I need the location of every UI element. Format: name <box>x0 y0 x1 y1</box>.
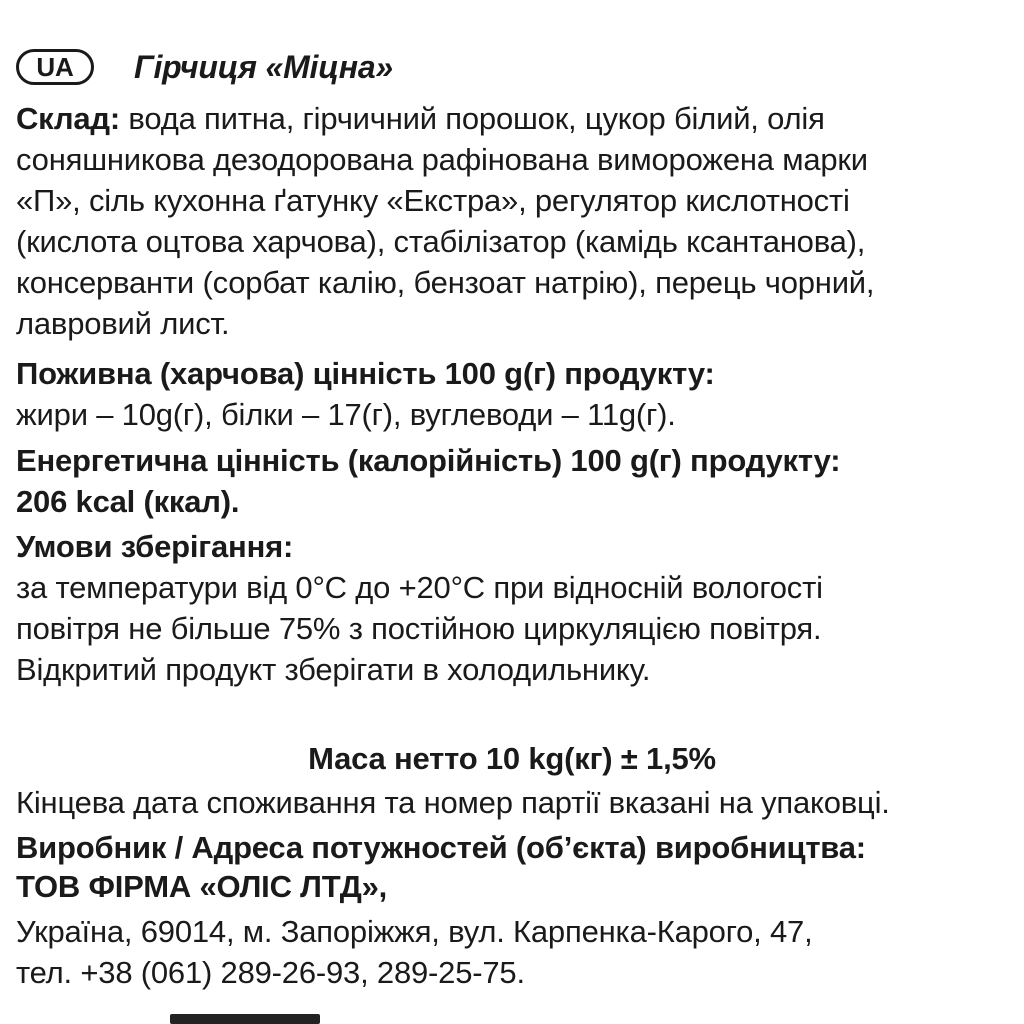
net-mass: Маса нетто 10 kg(кг) ± 1,5% <box>308 741 716 776</box>
producer-phone: тел. +38 (061) 289-26-93, 289-25-75. <box>16 955 525 990</box>
composition-label: Склад: <box>16 101 121 136</box>
composition-line-1 <box>16 100 1016 138</box>
producer-company: ТОВ ФІРМА «ОЛІС ЛТД», <box>16 869 388 904</box>
composition-text: вода питна, гірчичний порошок, цукор білий, олія <box>120 101 825 136</box>
producer-address: Україна, 69014, м. Запоріжжя, вул. Карпенка-Карого, 47, <box>16 914 813 949</box>
product-title: Гірчиця «Міцна» <box>134 49 394 85</box>
expiry-note: Кінцева дата споживання та номер партії вказані на упаковці. <box>16 785 890 820</box>
storage-line-3: Відкритий продукт зберігати в холодильнику. <box>16 652 651 687</box>
composition-line-2: соняшникова дезодорована рафінована виморожена марки <box>16 142 868 177</box>
nutrition-heading: Поживна (харчова) цінність 100 g(г) продукту: <box>16 356 715 391</box>
producer-heading: Виробник / Адреса потужностей (об’єкта) виробництва: <box>16 830 866 865</box>
composition-line-3: «П», сіль кухонна ґатунку «Екстра», регулятор кислотності <box>16 183 850 218</box>
energy-heading: Енергетична цінність (калорійність) 100 g(г) продукту: <box>16 443 841 478</box>
cropped-text-fragment <box>170 1014 320 1024</box>
storage-line-2: повітря не більше 75% з постійною циркуляцією повітря. <box>16 611 822 646</box>
composition-line-6: лавровий лист. <box>16 306 230 341</box>
storage-line-1: за температури від 0°С до +20°С при відносній вологості <box>16 570 823 605</box>
composition-line-4: (кислота оцтова харчова), стабілізатор (камідь ксантанова), <box>16 224 866 259</box>
country-badge: UA <box>16 49 94 85</box>
nutrition-values: жири – 10g(г), білки – 17(г), вуглеводи – 11g(г). <box>16 397 676 432</box>
composition-line-5: консерванти (сорбат калію, бензоат натрію), перець чорний, <box>16 265 875 300</box>
energy-value: 206 kcal (ккал). <box>16 484 240 519</box>
title-row <box>16 42 1016 92</box>
storage-heading: Умови зберігання: <box>16 529 294 564</box>
